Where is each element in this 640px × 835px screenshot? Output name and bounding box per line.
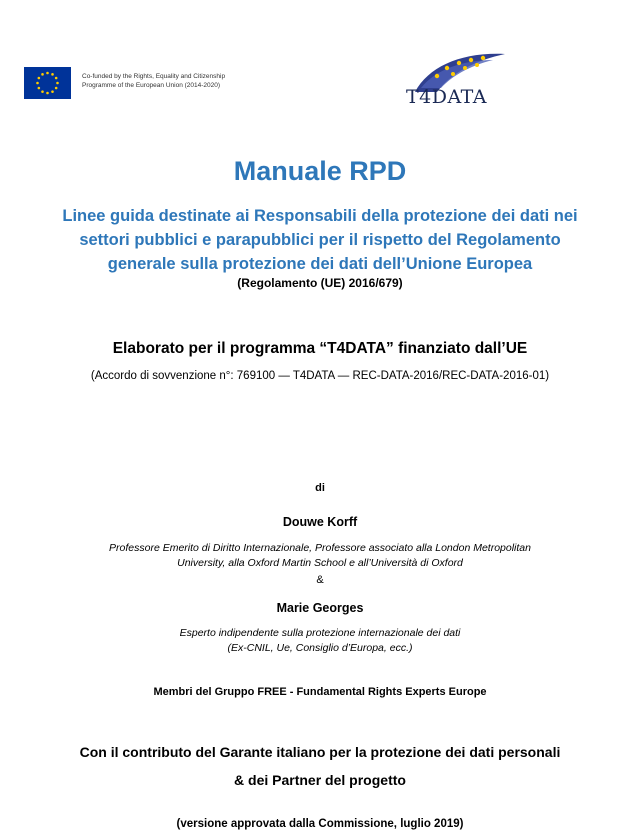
contribution-line: Con il contributo del Garante italiano per la protezione dei dati personali bbox=[79, 744, 561, 760]
version-note: (versione approvata dalla Commissione, luglio 2019) bbox=[176, 818, 464, 830]
subtitle-line: Linee guida destinate ai Responsabili della protezione dei dati nei bbox=[62, 207, 578, 225]
author-affiliation-2 bbox=[0, 626, 640, 656]
eu-star-icon bbox=[38, 87, 41, 90]
contribution-line: & dei Partner del progetto bbox=[234, 772, 406, 788]
document-title: Manuale RPD bbox=[233, 156, 407, 186]
ampersand: & bbox=[316, 574, 324, 586]
author-affiliation-1 bbox=[0, 541, 640, 571]
eu-star-icon bbox=[46, 92, 49, 95]
eu-star-icon bbox=[41, 90, 44, 93]
regulation-reference: (Regolamento (UE) 2016/679) bbox=[237, 276, 403, 290]
eu-star-icon bbox=[51, 90, 54, 93]
eu-star-icon bbox=[55, 87, 58, 90]
eu-star-icon bbox=[56, 82, 59, 85]
eu-star-icon bbox=[38, 77, 41, 80]
eu-star-icon bbox=[41, 73, 44, 76]
program-statement: Elaborato per il programma “T4DATA” finanziato dall’UE bbox=[112, 340, 528, 357]
eu-flag-logo bbox=[24, 67, 71, 99]
subtitle-line: settori pubblici e parapubblici per il rispetto del Regolamento bbox=[79, 231, 561, 249]
subtitle-line: generale sulla protezione dei dati dell’Unione Europea bbox=[107, 255, 533, 273]
eu-cofunding-text bbox=[82, 72, 252, 90]
grant-agreement: (Accordo di sovvenzione n°: 769100 — T4DATA — REC-DATA-2016/REC-DATA-2016-01) bbox=[90, 370, 550, 382]
eu-star-icon bbox=[36, 82, 39, 85]
author-name-2: Marie Georges bbox=[276, 601, 364, 615]
eu-text-line-2: Programme of the European Union (2014-2020) bbox=[82, 82, 221, 89]
by-label: di bbox=[315, 482, 325, 494]
author-name-1: Douwe Korff bbox=[282, 515, 358, 529]
eu-star-icon bbox=[55, 77, 58, 80]
document-subtitle bbox=[0, 204, 640, 276]
eu-star-icon bbox=[46, 72, 49, 75]
affiliation-line: University, alla Oxford Martin School e all’Università di Oxford bbox=[177, 557, 463, 569]
affiliation-line: (Ex-CNIL, Ue, Consiglio d’Europa, ecc.) bbox=[227, 642, 413, 654]
eu-text-line-1: Co-funded by the Rights, Equality and Citizenship bbox=[82, 73, 226, 80]
contribution-statement bbox=[0, 738, 640, 794]
eu-star-icon bbox=[51, 73, 54, 76]
affiliation-line: Esperto indipendente sulla protezione internazionale dei dati bbox=[179, 627, 461, 639]
affiliation-line: Professore Emerito di Diritto Internazionale, Professore associato alla London Metropolitan bbox=[109, 542, 531, 554]
t4data-logo-text: T4DATA bbox=[406, 86, 488, 108]
group-membership: Membri del Gruppo FREE - Fundamental Rights Experts Europe bbox=[153, 686, 487, 698]
